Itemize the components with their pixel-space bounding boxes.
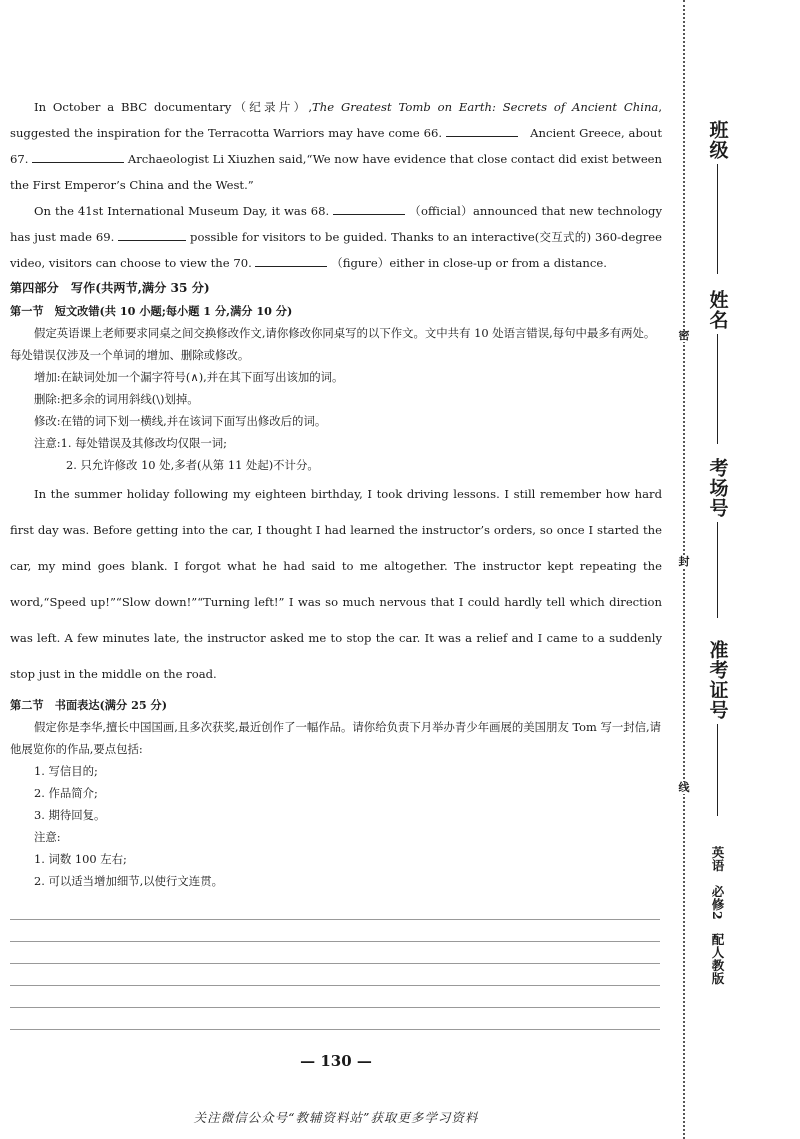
writing-line[interactable] [10, 986, 660, 1008]
admission-no-label: 准考证号 [706, 640, 729, 720]
blank-67[interactable] [32, 150, 124, 163]
seal-line [683, 0, 685, 1139]
class-label: 班级 [706, 120, 729, 160]
section2-instructions: 假定你是李华,擅长中国国画,且多次获奖,最近创作了一幅作品。请你给负责下月举办青少年画展的美国朋友 Tom 写一封信,请他展览你的作品,要点包括: [10, 720, 662, 756]
seal-mark-xian: 线 [678, 781, 690, 794]
name-blank[interactable] [717, 334, 719, 444]
text: （official）announced that new technology has just made 69. [10, 204, 663, 244]
text: In October a BBC documentary（纪录片）, [34, 100, 313, 114]
text: Ancient Greece, about 67. [10, 126, 662, 166]
class-field[interactable] [704, 120, 732, 274]
exam-room-label: 考场号 [706, 458, 729, 518]
blank-69[interactable] [118, 228, 186, 241]
note-1: 注意:1. 每处错误及其修改均仅限一词; [34, 436, 228, 450]
writing-line[interactable] [10, 898, 660, 920]
text: possible for visitors to be guided. Thanks to an interactive(交互式的) 360-degree video, visitors can choose to view the 70. [10, 230, 663, 270]
exam-room-blank[interactable] [717, 522, 719, 618]
section1-instructions: 假定英语课上老师要求同桌之间交换修改作文,请你修改你同桌写的以下作文。文中共有 10 处语言错误,每句中最多有两处。每处错误仅涉及一个单词的增加、删除或修改。 [10, 326, 656, 362]
name-field[interactable] [704, 290, 732, 444]
documentary-title: The Greatest Tomb on Earth: Secrets of Ancient China [312, 100, 659, 114]
writing-line[interactable] [10, 1008, 660, 1030]
point-2: 2. 作品简介; [34, 786, 98, 800]
admission-no-field[interactable] [704, 640, 732, 816]
writing-line[interactable] [10, 964, 660, 986]
part4-title: 第四部分 写作(共两节,满分 35 分) [10, 281, 210, 295]
admission-no-blank[interactable] [717, 724, 719, 816]
point-1: 1. 写信目的; [34, 764, 98, 778]
main-content [10, 94, 662, 892]
reading-paragraph-2 [10, 198, 662, 276]
rule-add: 增加:在缺词处加一个漏字符号(∧),并在其下面写出该加的词。 [34, 370, 344, 384]
exam-room-field[interactable] [704, 458, 732, 618]
point-3: 3. 期待回复。 [34, 808, 106, 822]
class-blank[interactable] [717, 164, 719, 274]
note-details: 2. 可以适当增加细节,以使行文连贯。 [34, 874, 223, 888]
reading-paragraph-1 [10, 94, 662, 198]
error-correction-essay: In the summer holiday following my eighteen birthday, I took driving lessons. I still remember how hard first day was. Before getting into the car, I thought I had learned the instructor’s orders, so once I started the car, my mind goes blank. I forgot what he had said to me altogether. The instructor kept repeating the word,“Speed up!”“Slow down!”“Turning left!” I was so much nervous that I could hardly tell which direction was left. A few minutes late, the instructor asked me to stop the car. It was a relief and I came to a suddenly stop just in the middle on the road. [10, 487, 662, 681]
section1-title: 第一节 短文改错(共 10 小题;每小题 1 分,满分 10 分) [10, 304, 293, 318]
writing-line[interactable] [10, 942, 660, 964]
text: On the 41st International Museum Day, it was 68. [34, 204, 330, 218]
note-heading: 注意: [34, 830, 61, 844]
note-2: 2. 只允许修改 10 处,多者(从第 11 处起)不计分。 [66, 458, 319, 472]
book-info: 英语 必修2 配人教版 [710, 846, 725, 986]
section2-title: 第二节 书面表达(满分 25 分) [10, 698, 168, 712]
writing-line[interactable] [10, 920, 660, 942]
name-label: 姓名 [706, 290, 729, 330]
writing-area[interactable] [10, 898, 660, 1030]
blank-68[interactable] [333, 202, 405, 215]
blank-70[interactable] [255, 254, 327, 267]
seal-mark-mi: 密 [678, 329, 690, 342]
footer-note: 关注微信公众号“教辅资料站”获取更多学习资料 [193, 1110, 479, 1125]
note-word-count: 1. 词数 100 左右; [34, 852, 127, 866]
rule-modify: 修改:在错的词下划一横线,并在该词下面写出修改后的词。 [34, 414, 327, 428]
text: Archaeologist Li Xiuzhen said,“We now have evidence that close contact did exist between the First Emperor’s China and the West.” [10, 152, 663, 192]
rule-delete: 删除:把多余的词用斜线(\)划掉。 [34, 392, 199, 406]
text: （figure）either in close-up or from a distance. [331, 256, 607, 270]
text: , suggested the inspiration for the Terracotta Warriors may have come 66. [10, 100, 663, 140]
blank-66[interactable] [446, 124, 518, 137]
page-number: — 130 — [300, 1052, 372, 1070]
seal-mark-feng: 封 [678, 555, 690, 568]
